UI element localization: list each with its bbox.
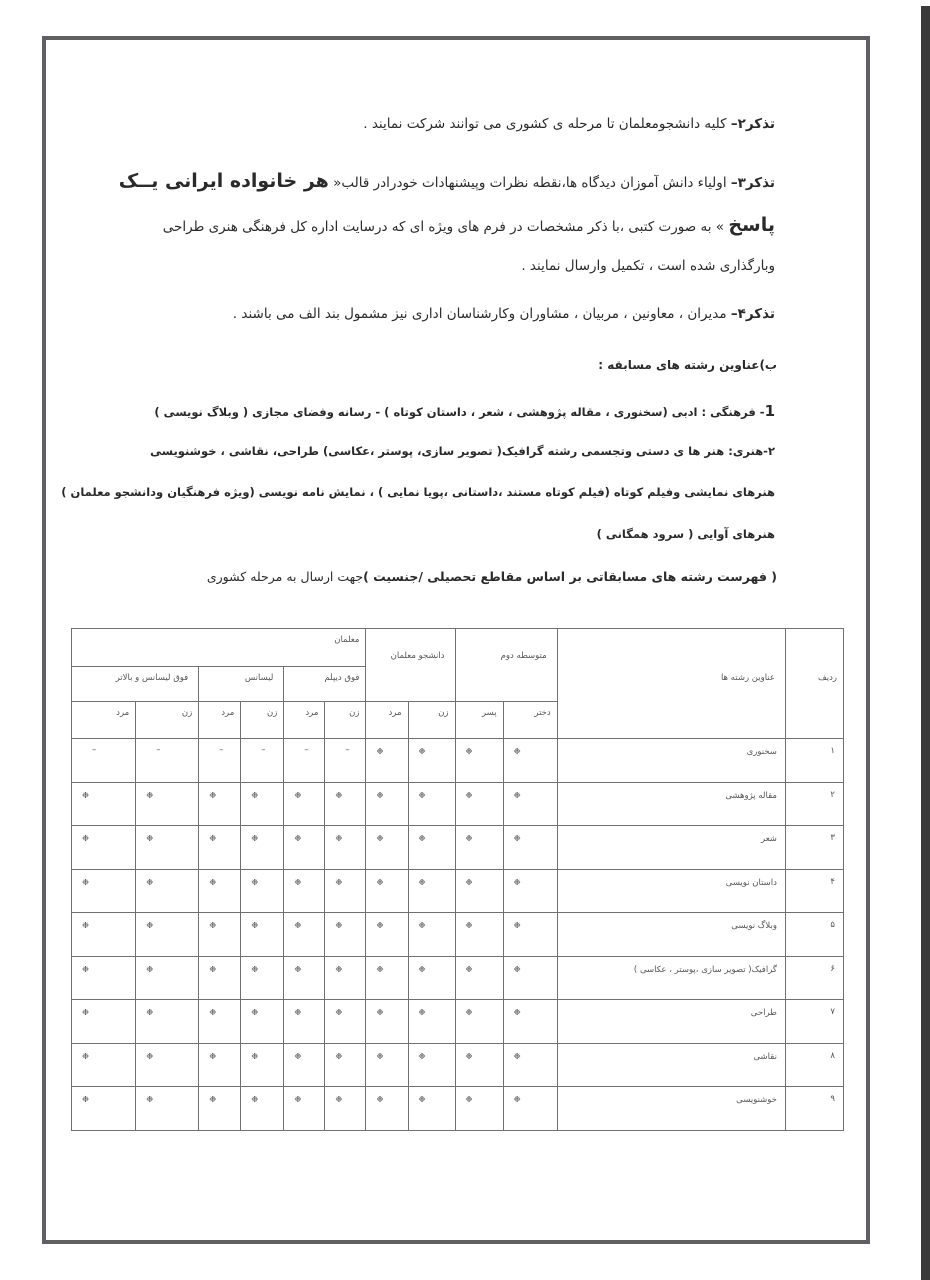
eligible-mark-icon: ❉ bbox=[199, 1043, 241, 1087]
eligible-mark-icon: ❉ bbox=[241, 913, 284, 957]
eligible-mark-icon: ❉ bbox=[241, 826, 284, 870]
eligible-mark-icon: ❉ bbox=[72, 826, 136, 870]
eligible-mark-icon: ❉ bbox=[72, 782, 136, 826]
header-row-number: ردیف bbox=[785, 629, 843, 739]
table-row bbox=[72, 956, 844, 1000]
table-row bbox=[72, 913, 844, 957]
eligible-mark-icon: ❉ bbox=[366, 1087, 408, 1131]
eligible-mark-icon: ❉ bbox=[241, 1043, 284, 1087]
eligible-mark-icon: ❉ bbox=[408, 869, 455, 913]
row-field-title: نقاشی bbox=[557, 1043, 785, 1087]
eligible-mark-icon: ❉ bbox=[136, 1000, 199, 1044]
header-secondary: متوسطه دوم bbox=[455, 629, 557, 702]
table-row bbox=[72, 1087, 844, 1131]
eligible-mark-icon: ❉ bbox=[72, 1000, 136, 1044]
eligible-mark-icon: ❉ bbox=[455, 826, 503, 870]
header-field-title: عناوین رشته ها bbox=[557, 629, 785, 739]
eligible-mark-icon: ❉ bbox=[136, 782, 199, 826]
eligible-mark-icon: ❉ bbox=[408, 956, 455, 1000]
row-field-title: شعر bbox=[557, 826, 785, 870]
header-bachelor: لیسانس bbox=[199, 667, 284, 702]
eligible-mark-icon: ❉ bbox=[408, 782, 455, 826]
note-4 bbox=[233, 306, 775, 322]
eligible-mark-icon: ❉ bbox=[325, 826, 366, 870]
eligible-mark-icon: ❉ bbox=[325, 956, 366, 1000]
note-4-text: مدیران ، معاونین ، مربیان ، مشاوران وکارشناسان اداری نیز مشمول بند الف می باشند . bbox=[232, 306, 731, 322]
row-number: ۵ bbox=[785, 913, 843, 957]
row-field-title: طراحی bbox=[557, 1000, 785, 1044]
eligible-mark-icon: ❉ bbox=[199, 1087, 241, 1131]
row-field-title: وبلاگ نویسی bbox=[557, 913, 785, 957]
eligible-mark-icon: ❉ bbox=[503, 782, 557, 826]
row-field-title: گرافیک( تصویر سازی ،پوستر ، عکاسی ) bbox=[557, 956, 785, 1000]
eligible-mark-icon: ❉ bbox=[199, 869, 241, 913]
eligible-mark-icon: ❉ bbox=[455, 1043, 503, 1087]
header-female: زن bbox=[325, 702, 366, 739]
eligible-mark-icon: ❉ bbox=[325, 782, 366, 826]
row-number: ۲ bbox=[785, 782, 843, 826]
eligible-mark-icon: ❉ bbox=[455, 739, 503, 783]
note-3-text-a: اولیاء دانش آموزان دیدگاه ها،نقطه نظرات وپیشنهادات خودرادر قالب« bbox=[328, 175, 731, 191]
eligible-mark-icon: ❉ bbox=[503, 1087, 557, 1131]
note-3-line-3 bbox=[521, 258, 775, 274]
row-number: ۹ bbox=[785, 1087, 843, 1131]
section-b-heading: ب)عناوین رشته های مسابقه : bbox=[598, 358, 777, 372]
eligible-mark-icon: ❉ bbox=[325, 1043, 366, 1087]
eligible-mark-icon: ❉ bbox=[241, 869, 284, 913]
eligible-mark-icon: ❉ bbox=[284, 826, 325, 870]
eligible-mark-icon: ❉ bbox=[72, 869, 136, 913]
eligible-mark-icon: ❉ bbox=[136, 913, 199, 957]
eligible-mark-icon: ❉ bbox=[325, 869, 366, 913]
eligible-mark-icon: ❉ bbox=[284, 869, 325, 913]
row-field-title: خوشنویسی bbox=[557, 1087, 785, 1131]
eligible-mark-icon: ❉ bbox=[408, 1000, 455, 1044]
eligible-mark-icon: ❉ bbox=[284, 913, 325, 957]
eligible-mark-icon: ❉ bbox=[199, 826, 241, 870]
section-b-item-3 bbox=[61, 485, 775, 499]
note-2-text: کلیه دانشجومعلمان تا مرحله ی کشوری می توانند شرکت نمایند . bbox=[363, 116, 731, 132]
header-male: مرد bbox=[366, 702, 408, 739]
not-applicable-dash: – bbox=[284, 739, 325, 783]
competition-fields-table bbox=[71, 628, 844, 1131]
eligible-mark-icon: ❉ bbox=[199, 956, 241, 1000]
eligible-mark-icon: ❉ bbox=[408, 826, 455, 870]
table-caption bbox=[207, 569, 777, 584]
not-applicable-dash: – bbox=[241, 739, 284, 783]
eligible-mark-icon: ❉ bbox=[366, 1043, 408, 1087]
row-field-title: سخنوری bbox=[557, 739, 785, 783]
not-applicable-dash: – bbox=[136, 739, 199, 783]
eligible-mark-icon: ❉ bbox=[408, 739, 455, 783]
eligible-mark-icon: ❉ bbox=[284, 1000, 325, 1044]
header-row-1 bbox=[72, 629, 844, 667]
note-3-line-2 bbox=[163, 214, 775, 236]
eligible-mark-icon: ❉ bbox=[325, 1000, 366, 1044]
eligible-mark-icon: ❉ bbox=[366, 826, 408, 870]
table-caption-rest: جهت ارسال به مرحله کشوری bbox=[206, 569, 364, 584]
note-3-bold-b: پاسخ bbox=[728, 214, 775, 236]
eligible-mark-icon: ❉ bbox=[199, 1000, 241, 1044]
eligible-mark-icon: ❉ bbox=[241, 1000, 284, 1044]
eligible-mark-icon: ❉ bbox=[72, 1043, 136, 1087]
note-3-text-b: » به صورت کتبی ،با ذکر مشخصات در فرم های ویژه ای که درسایت اداره کل فرهنگی هنری طراحی bbox=[162, 219, 729, 235]
eligible-mark-icon: ❉ bbox=[408, 913, 455, 957]
section-b-item-1 bbox=[154, 402, 775, 420]
eligible-mark-icon: ❉ bbox=[241, 1087, 284, 1131]
note-3-text-c: وبارگذاری شده است ، تکمیل وارسال نمایند . bbox=[521, 258, 775, 274]
eligible-mark-icon: ❉ bbox=[455, 913, 503, 957]
note-2 bbox=[363, 116, 775, 132]
header-female: زن bbox=[136, 702, 199, 739]
table-row bbox=[72, 1000, 844, 1044]
eligible-mark-icon: ❉ bbox=[408, 1087, 455, 1131]
not-applicable-dash: – bbox=[72, 739, 136, 783]
eligible-mark-icon: ❉ bbox=[455, 1000, 503, 1044]
eligible-mark-icon: ❉ bbox=[136, 956, 199, 1000]
table-row bbox=[72, 869, 844, 913]
header-male: مرد bbox=[199, 702, 241, 739]
eligible-mark-icon: ❉ bbox=[284, 956, 325, 1000]
table-row bbox=[72, 739, 844, 783]
eligible-mark-icon: ❉ bbox=[284, 1087, 325, 1131]
eligible-mark-icon: ❉ bbox=[72, 956, 136, 1000]
eligible-mark-icon: ❉ bbox=[241, 956, 284, 1000]
header-male: مرد bbox=[284, 702, 325, 739]
eligible-mark-icon: ❉ bbox=[366, 869, 408, 913]
eligible-mark-icon: ❉ bbox=[455, 956, 503, 1000]
eligible-mark-icon: ❉ bbox=[366, 913, 408, 957]
item-1-text: - فرهنگی : ادبی (سخنوری ، مقاله پژوهشی ، شعر ، داستان کوتاه ) - رسانه وفضای مجازی ( وبلاگ نویسی ) bbox=[154, 405, 765, 419]
item-1-number: 1 bbox=[764, 402, 775, 420]
row-number: ۸ bbox=[785, 1043, 843, 1087]
table-caption-bold: ( فهرست رشته های مسابقاتی بر اساس مقاطع تحصیلی /جنسیت ) bbox=[363, 569, 777, 584]
header-girl: دختر bbox=[503, 702, 557, 739]
row-number: ۷ bbox=[785, 1000, 843, 1044]
eligible-mark-icon: ❉ bbox=[455, 1087, 503, 1131]
header-teachers: معلمان bbox=[72, 629, 366, 667]
row-number: ۴ bbox=[785, 869, 843, 913]
section-b-item-4 bbox=[597, 527, 775, 541]
header-master-plus: فوق لیسانس و بالاتر bbox=[72, 667, 199, 702]
eligible-mark-icon: ❉ bbox=[503, 739, 557, 783]
eligible-mark-icon: ❉ bbox=[503, 913, 557, 957]
eligible-mark-icon: ❉ bbox=[284, 1043, 325, 1087]
header-student-teacher: دانشجو معلمان bbox=[366, 629, 455, 702]
eligible-mark-icon: ❉ bbox=[199, 913, 241, 957]
eligible-mark-icon: ❉ bbox=[503, 826, 557, 870]
not-applicable-dash: – bbox=[325, 739, 366, 783]
note-3-line-1 bbox=[119, 170, 775, 192]
not-applicable-dash: – bbox=[199, 739, 241, 783]
row-field-title: داستان نویسی bbox=[557, 869, 785, 913]
eligible-mark-icon: ❉ bbox=[366, 1000, 408, 1044]
eligible-mark-icon: ❉ bbox=[241, 782, 284, 826]
eligible-mark-icon: ❉ bbox=[284, 782, 325, 826]
eligible-mark-icon: ❉ bbox=[455, 869, 503, 913]
item-2-text: ۲-هنری: هنر ها ی دستی وتجسمی رشته گرافیک( تصویر سازی، پوستر ،عکاسی) طراحی، نقاشی ، خوشنویسی bbox=[150, 444, 775, 458]
eligible-mark-icon: ❉ bbox=[72, 913, 136, 957]
header-female: زن bbox=[241, 702, 284, 739]
table-row bbox=[72, 826, 844, 870]
header-female: زن bbox=[408, 702, 455, 739]
eligible-mark-icon: ❉ bbox=[136, 869, 199, 913]
row-number: ۱ bbox=[785, 739, 843, 783]
eligible-mark-icon: ❉ bbox=[366, 739, 408, 783]
header-male: مرد bbox=[72, 702, 136, 739]
eligible-mark-icon: ❉ bbox=[366, 782, 408, 826]
eligible-mark-icon: ❉ bbox=[503, 869, 557, 913]
eligible-mark-icon: ❉ bbox=[503, 1043, 557, 1087]
row-number: ۳ bbox=[785, 826, 843, 870]
eligible-mark-icon: ❉ bbox=[136, 1043, 199, 1087]
table-row bbox=[72, 782, 844, 826]
note-3-bold-a: هر خانواده ایرانی یــک bbox=[118, 170, 329, 192]
section-b-item-2 bbox=[150, 444, 775, 458]
header-boy: پسر bbox=[455, 702, 503, 739]
item-4-text: هنرهای آوایی ( سرود همگانی ) bbox=[596, 527, 775, 541]
row-number: ۶ bbox=[785, 956, 843, 1000]
scan-edge-bar bbox=[921, 6, 930, 1280]
header-associate: فوق دیپلم bbox=[284, 667, 366, 702]
note-2-label: تذکر۲– bbox=[730, 116, 775, 132]
eligible-mark-icon: ❉ bbox=[366, 956, 408, 1000]
eligible-mark-icon: ❉ bbox=[455, 782, 503, 826]
eligible-mark-icon: ❉ bbox=[199, 782, 241, 826]
note-4-label: تذکر۴– bbox=[730, 306, 775, 322]
eligible-mark-icon: ❉ bbox=[503, 1000, 557, 1044]
eligible-mark-icon: ❉ bbox=[72, 1087, 136, 1131]
row-field-title: مقاله پژوهشی bbox=[557, 782, 785, 826]
eligible-mark-icon: ❉ bbox=[408, 1043, 455, 1087]
eligible-mark-icon: ❉ bbox=[325, 913, 366, 957]
eligible-mark-icon: ❉ bbox=[503, 956, 557, 1000]
eligible-mark-icon: ❉ bbox=[325, 1087, 366, 1131]
table-row bbox=[72, 1043, 844, 1087]
note-3-label: تذکر۳– bbox=[730, 175, 775, 191]
eligible-mark-icon: ❉ bbox=[136, 826, 199, 870]
eligible-mark-icon: ❉ bbox=[136, 1087, 199, 1131]
item-3-text: هنرهای نمایشی وفیلم کوتاه (فیلم کوتاه مستند ،داستانی ،پویا نمایی ) ، نمایش نامه نویسی (ویژه فرهنگیان ودانشجو معلمان ) bbox=[61, 485, 775, 499]
